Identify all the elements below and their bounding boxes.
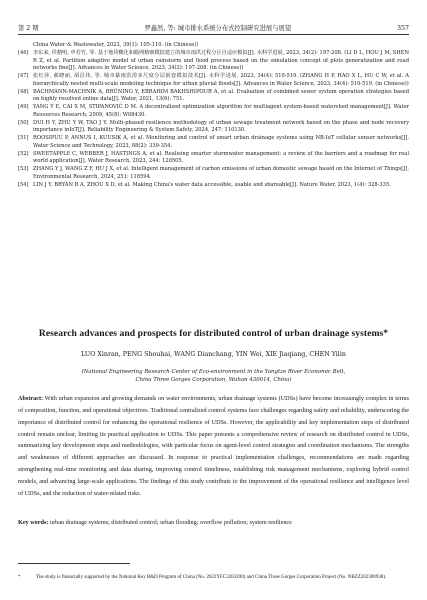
reference-item — [18, 151, 409, 167]
english-title: Research advances and prospects for distributed control of urban drainage systems* — [38, 328, 389, 339]
reference-item — [18, 73, 409, 89]
reference-item — [18, 42, 409, 50]
affiliation-line: (National Engineering Research Center of Eco-environment in the Yangtze River Economic Belt, — [81, 369, 346, 375]
reference-text: BACHMANN-MACHNIK A, BRÜNING Y, EBRAHIM BAKHSHIPOUR A, et al. Evaluation of combined sewer system operation strategies based on highly resolved online data[J]. Water, 2021, 13(6): 751. — [33, 88, 409, 103]
reference-number: [48] — [18, 88, 29, 95]
abstract — [18, 393, 409, 500]
reference-number: [51] — [18, 135, 29, 141]
reference-item — [18, 166, 409, 182]
keywords-label: Key words: — [18, 519, 49, 526]
reference-number: [52] — [18, 150, 29, 157]
funding-footnote — [18, 574, 409, 582]
reference-number: [50] — [18, 119, 29, 126]
keywords — [18, 519, 409, 526]
reference-item — [18, 182, 409, 190]
abstract-label: Abstract: — [18, 395, 44, 402]
reference-text: LIN J Y, BRYAN B A, ZHOU X D, et al. Making China's water data accessible, usable and shareable[J]. Nature Water, 2023, 1(4): 328-335. — [33, 181, 391, 188]
reference-item — [18, 50, 409, 73]
reference-text: YANG Y E, CAI X M, STIPANOVIĆ D M. A decentralized optimization algorithm for multiagent system-based watershed management[J]. Water Resources Research, 2009, 45(8): W08430. — [33, 104, 409, 118]
reference-number: [46] — [18, 49, 29, 56]
affiliation-line: China Three Gorges Corporation, Wuhan 430014, China) — [135, 377, 292, 383]
reference-list — [18, 42, 409, 189]
header-rule — [18, 34, 409, 35]
reference-number: [54] — [18, 181, 29, 188]
footnote-rule — [18, 563, 130, 564]
keywords-text: urban drainage systems; distributed control; urban flooding; overflow pollution; system resilience — [48, 519, 292, 526]
reference-item — [18, 104, 409, 120]
footnote-text: The study is financially supported by the National Key R&D Program of China (No. 2022YFC3203200) and China Three Gorges Corporation Project (No. NBZZ202300938). — [36, 575, 387, 580]
footnote-mark: * — [18, 575, 21, 580]
reference-text: 李东来, 侯精明, 申若竹, 等. 基于地块概化和路网精细模拟建立的城市雨洪过程分区自适应模拟[J]. 水科学进展, 2023, 34(2): 197-208. (LI D L, HOU J M, SHEN R Z, et al. Partition adaptive model of urban rainstorm and flood process based on the simulation concept of plots generalization and road networks fine[J]. Advances in Water Science, 2023, 34(2): 197-208. (in Chinese)) — [33, 49, 409, 72]
reference-text: 张红萍, 郝晓丽, 胡昌伟, 等. 城市暴雨洪涝多尺度分层嵌套模拟技术[J]. 水科学进展, 2023, 34(4): 510-519. (ZHANG H P, HAO X L, HU C W, et al. A hierarchically nested multi-scale modeling technique for urban pluvial floods[J]. Advances in Water Science, 2023, 34(4): 510-519. (in Chinese)) — [33, 73, 409, 87]
running-title: 罗鑫然, 等: 城市排水系统分布式控制研究进展与展望 — [144, 25, 292, 32]
reference-text: ZHANG Y J, WANG Z F, HU J X, et al. Intelligent management of carbon emissions of urban domestic sewage based on the Internet of Things[J]. Environmental Research, 2024, 251: 118594. — [33, 166, 409, 180]
reference-item — [18, 120, 409, 136]
reference-item — [18, 135, 409, 151]
issue-label: 第 2 期 — [18, 25, 39, 32]
affiliation — [0, 368, 427, 384]
author-list: LUO Xinran, PENG Shouhai, WANG Dianchang, YIN Wei, XIE Jiaqiang, CHEN Yilin — [81, 351, 346, 358]
abstract-text: With urban expansion and growing demands on water environments, urban drainage systems (UDSs) have become increasingly complex in terms of composition, function, and operational objectives. Traditional centralized control systems face challenges regarding safety and reliability, underscoring the importance of distributed control for enhancing the operational resilience of UDSs. However, the applicability and key implementation steps of distributed control remain unclear, limiting its practical application to UDSs. This paper presents a comprehensive review of research on distributed control in UDSs, summarizing key development steps and methodologies, with particular focus on agent-level control strategies and coordination mechanisms. The strengths and weaknesses of different approaches are discussed. In response to practical implementation challenges, recommendations are made regarding strengthening real-time monitoring and data sharing, improving control timeliness, establishing risk management mechanisms, exploring hybrid control models, and advancing large-scale applications. The findings of this study contribute to the improvement of the operational resilience and intelligence level of UDSs, and the reduction of water-related risks. — [18, 395, 409, 497]
reference-text: DUI H Y, ZHU Y W, TAO J Y. Multi-phased resilience methodology of urban sewage treatment network based on the phase and node recovery importance inIoT[J]. Reliability Engineering & System Safety, 2024, 247: 110130. — [33, 119, 409, 134]
reference-text: China Water & Wastewater, 2023, 39(1): 105-110. (in Chinese)) — [33, 42, 199, 48]
reference-number: [47] — [18, 73, 29, 79]
page-number: 357 — [396, 25, 409, 32]
reference-text: SWEETAPPLE C, WEBBER J, HASTINGS A, et al. Realising smarter stormwater management: a review of the barriers and a roadmap for real world application[J]. Water Research, 2023, 244: 120505. — [33, 150, 409, 165]
reference-item — [18, 89, 409, 105]
reference-number: [53] — [18, 166, 29, 172]
reference-text: ROOSIPUU P, ANNUS I, KUUSIK A, et al. Monitoring and control of smart urban drainage systems using NB-IoT cellular sensor networks[J]. Water Science and Technology, 2023, 88(2): 339-354. — [33, 135, 409, 149]
reference-number: [49] — [18, 104, 29, 110]
running-header — [18, 20, 409, 32]
